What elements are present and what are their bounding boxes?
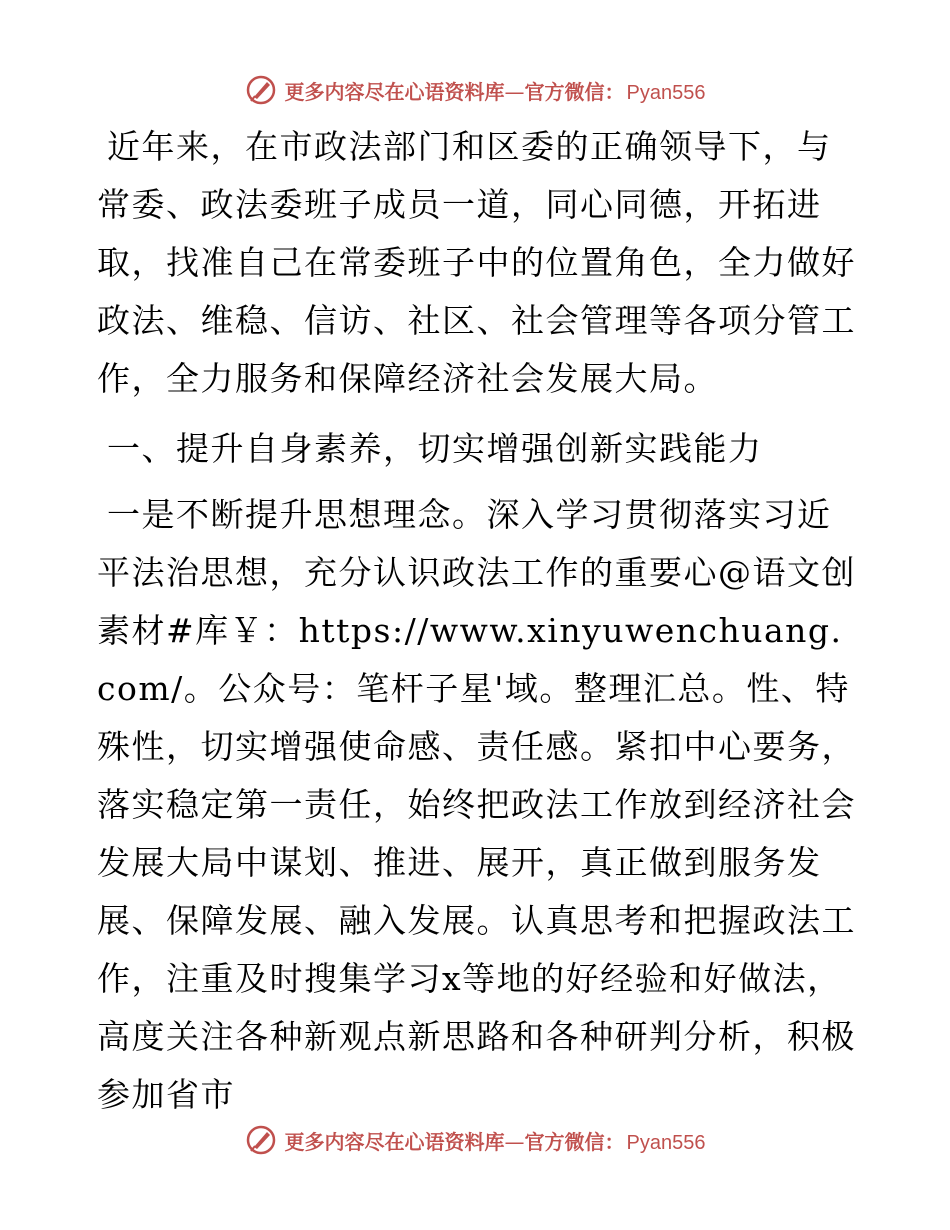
intro-paragraph: 近年来，在市政法部门和区委的正确领导下，与常委、政法委班子成员一道，同心同德，开拓进取，找准自己在常委班子中的位置角色，全力做好政法、维稳、信访、社区、社会管理等各项分管工作，全力服务和保障经济社会发展大局。 — [97, 127, 856, 398]
footer-watermark — [0, 1120, 950, 1160]
watermark-separator: — — [504, 1129, 525, 1154]
watermark-account: Pyan556 — [626, 1131, 706, 1154]
watermark-brand: 更多内容尽在心语资料库 — [284, 79, 505, 104]
watermark-brand: 更多内容尽在心语资料库 — [284, 1129, 505, 1154]
section-paragraph: 一是不断提升思想理念。深入学习贯彻落实习近平法治思想，充分认识政法工作的重要心@语文创素材#库￥：https://www.xinyuwenchuang.com/。公众号：笔杆子星'域。整理汇总。性、特殊性，切实增强使命感、责任感。紧扣中心要务，落实稳定第一责任，始终把政法工作放到经济社会发展大局中谋划、推进、展开，真正做到服务发展、保障发展、融入发展。认真思考和把握政法工作，注重及时搜集学习x等地的好经验和好做法，高度关注各种新观点新思路和各种研判分析，积极参加省市 — [97, 495, 856, 1114]
watermark-label: 官方微信： — [524, 79, 625, 104]
section-heading: 一、提升自身素养，切实增强创新实践能力 — [107, 429, 763, 468]
watermark-account: Pyan556 — [626, 81, 706, 104]
watermark-text — [285, 1126, 706, 1155]
quill-seal-icon — [245, 1124, 277, 1156]
quill-seal-icon — [245, 74, 277, 106]
header-watermark — [0, 70, 950, 110]
document-body — [97, 118, 857, 1124]
watermark-separator: — — [504, 79, 525, 104]
watermark-label: 官方微信： — [524, 1129, 625, 1154]
watermark-text — [285, 76, 706, 105]
